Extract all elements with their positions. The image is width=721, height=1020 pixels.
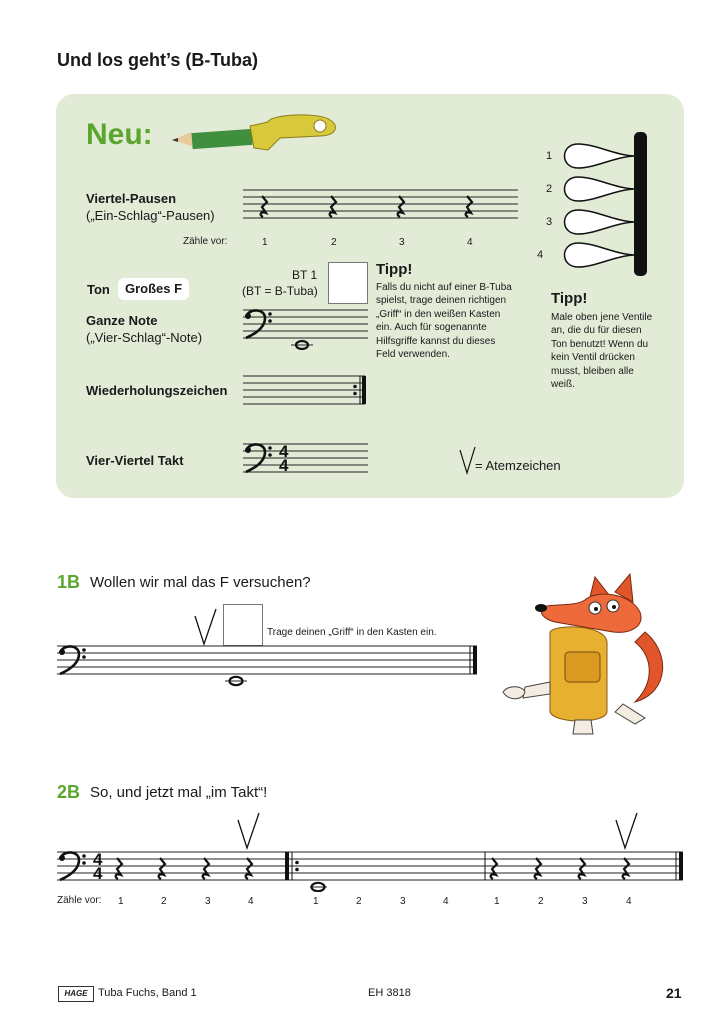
wiederholung-label: Wiederholungszeichen — [86, 383, 228, 398]
ganze-note-label: Ganze Note — [86, 313, 158, 328]
pencil-tuba-illustration — [170, 110, 345, 154]
tipp2-text: Male oben jene Ventile an, die du für diesen Ton benutzt! Wenn du kein Ventil drücken musst, bleiben alle weiß. — [551, 312, 653, 391]
page-title: Und los geht’s (B-Tuba) — [57, 50, 258, 70]
exercise2-count-label: Zähle vor: — [57, 895, 102, 906]
ex2-count: 3 — [205, 896, 211, 907]
exercise1-number: 1B — [57, 572, 81, 592]
ton-label: Ton — [87, 282, 110, 297]
takt-label: Vier-Viertel Takt — [86, 453, 184, 468]
footer-book: Tuba Fuchs, Band 1 — [98, 987, 197, 999]
fox-with-tuba-illustration — [495, 572, 670, 737]
valve-2[interactable] — [565, 177, 637, 201]
ex2-count: 1 — [494, 896, 500, 907]
atem-text: = Atemzeichen — [475, 458, 561, 473]
count-label-1: Zähle vor: — [183, 236, 228, 247]
ton-value: Großes F — [118, 278, 189, 300]
count-2: 2 — [331, 237, 337, 248]
valve-4[interactable] — [565, 243, 637, 267]
staff-takt — [243, 440, 368, 478]
staff-ganze-note — [243, 306, 368, 350]
breath-mark-icon — [236, 812, 262, 850]
ex2-count: 4 — [248, 896, 254, 907]
ex2-timesig-bottom: 4 — [93, 864, 103, 883]
staff-exercise2 — [57, 848, 687, 892]
valve-number-1: 1 — [546, 150, 553, 162]
exercise2-title: So, und jetzt mal „im Takt“! — [90, 784, 268, 801]
footer-code: EH 3818 — [368, 987, 411, 999]
ex2-count: 2 — [356, 896, 362, 907]
ganze-note-sub: („Vier-Schlag“-Note) — [86, 330, 203, 345]
valve-3[interactable] — [565, 210, 637, 234]
valve-1[interactable] — [565, 144, 637, 168]
viertel-pausen-sub: („Ein-Schlag“-Pausen) — [86, 208, 215, 223]
count-4: 4 — [467, 237, 473, 248]
valve-diagram — [556, 132, 651, 277]
ex2-timesig-top: 4 — [93, 850, 103, 869]
count-3: 3 — [399, 237, 405, 248]
breath-mark-icon — [193, 608, 219, 646]
staff-wiederholung — [243, 372, 368, 408]
bt-line1: BT 1 — [292, 268, 318, 282]
ex2-count: 1 — [118, 896, 124, 907]
ex2-count: 2 — [161, 896, 167, 907]
valve-number-2: 2 — [546, 183, 553, 195]
ex2-count: 4 — [626, 896, 632, 907]
exercise1-title: Wollen wir mal das F versuchen? — [90, 574, 311, 591]
ex2-count: 3 — [582, 896, 588, 907]
tipp1-heading: Tipp! — [376, 261, 413, 278]
ex2-count: 1 — [313, 896, 319, 907]
fingering-box-exercise1[interactable] — [223, 604, 263, 646]
ex2-count: 3 — [400, 896, 406, 907]
staff-viertel-pausen — [243, 186, 518, 226]
neu-heading: Neu: — [86, 118, 153, 151]
exercise1-hint: Trage deinen „Griff“ in den Kasten ein. — [267, 627, 437, 638]
fingering-box-neu[interactable] — [328, 262, 368, 304]
valve-number-4: 4 — [537, 249, 544, 261]
takt-timesig-top: 4 — [279, 442, 289, 461]
breath-mark-icon — [614, 812, 640, 850]
page-number: 21 — [666, 985, 682, 1001]
tipp2-heading: Tipp! — [551, 290, 588, 307]
viertel-pausen-label: Viertel-Pausen — [86, 191, 177, 206]
staff-exercise1 — [57, 642, 482, 688]
ex2-count: 2 — [538, 896, 544, 907]
bt-line2: (BT = B-Tuba) — [242, 284, 318, 298]
takt-timesig-bottom: 4 — [279, 456, 289, 475]
count-1: 1 — [262, 237, 268, 248]
tipp1-text: Falls du nicht auf einer B-Tuba spielst, trage deinen richtigen „Griff“ in den weißen Kasten ein. Auch für sogenannte Hilfsgriffe kannst du dieses Feld verwenden. — [376, 282, 512, 361]
ex2-count: 4 — [443, 896, 449, 907]
hage-logo: HAGE — [58, 986, 94, 1002]
valve-number-3: 3 — [546, 216, 553, 228]
exercise2-number: 2B — [57, 782, 81, 802]
